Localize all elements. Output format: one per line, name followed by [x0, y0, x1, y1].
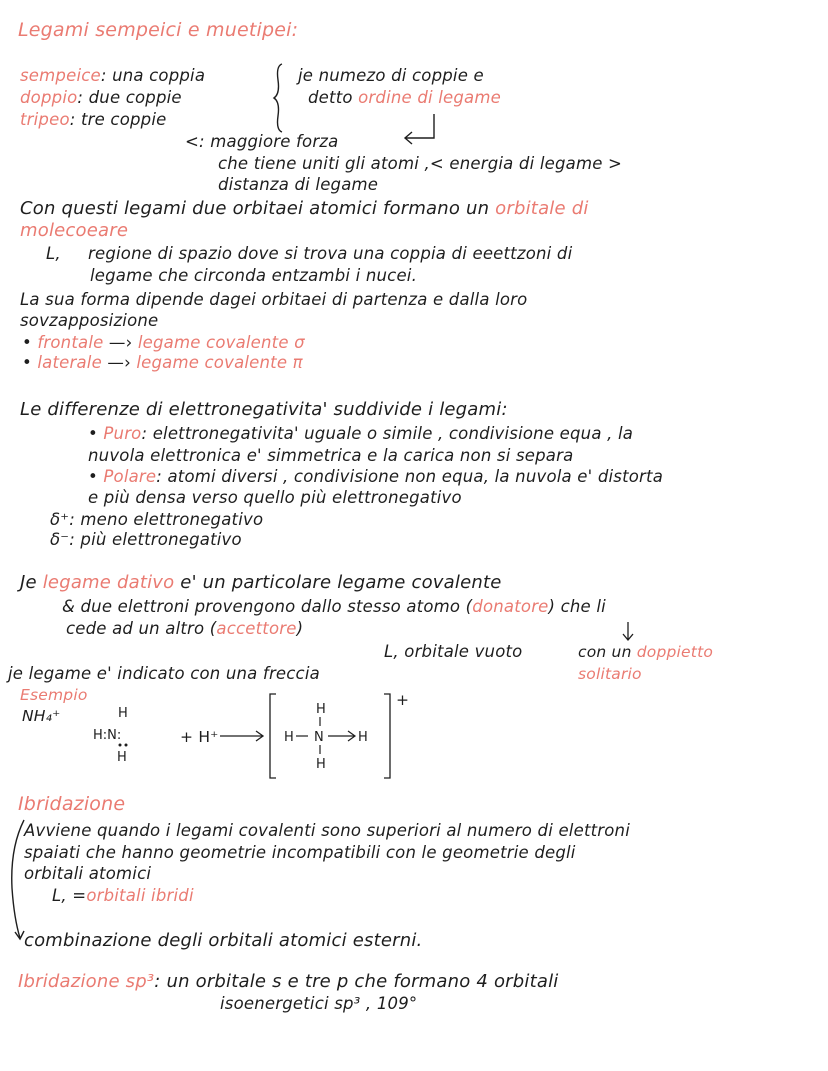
polar-text-1: : atomi diversi , condivisione non equa, la nuvola e' distorta	[156, 467, 664, 486]
hybrid-orbitals-line	[52, 886, 194, 906]
arrow-down-icon	[620, 621, 636, 643]
double-bond-text: : due coppie	[77, 88, 182, 107]
lone-pair-term-2: solitario	[578, 665, 642, 683]
ammonium-formula: NH₄⁺	[22, 707, 61, 725]
with-a-label: con un	[578, 643, 632, 661]
sp3-line-2: isoenergetici sp³ , 109°	[220, 994, 418, 1013]
double-bond-line	[20, 88, 182, 108]
molecular-orbital-intro	[20, 199, 589, 219]
region-line-1: regione di spazio dove si trova una coppia di eeettzoni di	[88, 244, 573, 263]
brace-text-2-label: detto	[308, 88, 353, 107]
section-title-bonds: Legami sempeici e muetipei:	[18, 19, 299, 41]
dative-bond-intro	[20, 573, 502, 593]
svg-text:N: N	[314, 730, 324, 745]
sp3-title: Ibridazione sp³	[18, 971, 155, 992]
delta-plus-line: δ⁺: meno elettronegativo	[50, 510, 264, 529]
mol-orbital-term-1: orbitale di	[495, 198, 589, 219]
donor-term: donatore	[472, 597, 549, 616]
dative-term: legame dativo	[42, 572, 175, 593]
arrow-notation-line: je legame e' indicato con una freccia	[8, 664, 320, 683]
bracket-charge: +	[396, 691, 410, 709]
svg-text:H: H	[316, 702, 326, 717]
curly-brace-icon	[272, 62, 292, 134]
dative-line-2-post: ) che li	[548, 597, 606, 616]
polar-term: Polare	[103, 467, 157, 486]
brace-text-1: je numezo di coppie e	[298, 66, 484, 85]
lone-pair-note-1	[578, 642, 713, 662]
acceptor-term: accettore	[216, 619, 297, 638]
svg-text:H:N:: H:N:	[93, 728, 122, 743]
bond-order-term: ordine di legame	[358, 88, 501, 107]
electronegativity-intro: Le differenze di elettronegativita' suddivide i legami:	[20, 399, 508, 420]
pure-term: Puro	[103, 424, 142, 443]
return-arrow-icon	[400, 112, 440, 148]
proton-plus: + H⁺	[180, 728, 219, 746]
brace-text-2	[308, 88, 501, 108]
svg-text:H: H	[284, 730, 294, 745]
dative-line-3-pre: cede ad un altro (	[66, 619, 217, 638]
bullet-icon: •	[88, 424, 98, 443]
single-bond-text: : una coppia	[100, 66, 206, 85]
pure-bond-line-2: nuvola elettronica e' simmetrica e la carica non si separa	[88, 446, 574, 465]
hybridization-text-3: orbitali atomici	[24, 864, 152, 883]
hybrid-orbitals-term: orbitali ibridi	[86, 886, 194, 905]
mol-orbital-text: Con questi legami due orbitaei atomici formano un	[20, 198, 490, 219]
shape-line-1: La sua forma dipende dagei orbitaei di partenza e dalla loro	[20, 290, 528, 309]
polar-bond-line-2: e più densa verso quello più elettronegativo	[88, 488, 462, 507]
triple-bond-line	[20, 110, 166, 130]
dative-line-3-post: )	[296, 619, 304, 638]
delta-minus-line: δ⁻: più elettronegativo	[50, 530, 242, 549]
region-line-2: legame che circonda entzambi i nucei.	[90, 266, 418, 285]
sp3-text-1: : un orbitale s e tre p che formano 4 orbitali	[154, 971, 559, 992]
dative-line-3	[66, 619, 303, 639]
lateral-overlap-item	[22, 353, 303, 373]
arrow-right-icon: —›	[107, 353, 131, 372]
bond-order-effect-1: <: maggiore forza	[185, 132, 339, 151]
lone-pair-term-1: doppietto	[636, 643, 714, 661]
shape-line-2: sovzapposizione	[20, 311, 159, 330]
hybrid-arrow: L, =	[52, 886, 87, 905]
lateral-result: legame covalente π	[136, 353, 303, 372]
bullet-icon: •	[88, 467, 98, 486]
polar-bond-line-1	[88, 467, 663, 487]
triple-bond-text: : tre coppie	[69, 110, 167, 129]
svg-text:H: H	[358, 730, 368, 745]
svg-text:H: H	[118, 706, 128, 721]
bullet-icon: •	[22, 333, 32, 352]
hybridization-text-2: spaiati che hanno geometrie incompatibili con le geometrie degli	[24, 843, 576, 862]
sp3-line-1	[18, 972, 559, 992]
pure-text-1: : elettronegativita' uguale o simile , condivisione equa , la	[141, 424, 634, 443]
frontal-term: frontale	[37, 333, 104, 352]
empty-orbital-note: L, orbitale vuoto	[384, 642, 523, 661]
dative-pre: Je	[20, 572, 37, 593]
hybridization-title: Ibridazione	[18, 793, 126, 815]
bond-order-effect-3: distanza di legame	[218, 175, 379, 194]
example-label: Esempio	[20, 686, 88, 704]
combination-line: combinazione degli orbitali atomici esterni.	[24, 930, 423, 951]
mol-orbital-term-2: molecoeare	[20, 220, 129, 241]
single-bond-term: sempeice	[20, 66, 101, 85]
dative-line-2	[62, 597, 606, 617]
arrow-right-icon: —›	[108, 333, 133, 352]
bond-order-effect-2: che tiene uniti gli atomi ,< energia di legame >	[218, 154, 623, 173]
dative-line-2-pre: & due elettroni provengono dallo stesso atomo (	[62, 597, 473, 616]
svg-text:H: H	[316, 757, 326, 772]
frontal-result: legame covalente σ	[137, 333, 305, 352]
bullet-icon: •	[22, 353, 32, 372]
dative-post: e' un particolare legame covalente	[180, 572, 502, 593]
frontal-overlap-item	[22, 333, 305, 353]
double-bond-term: doppio	[20, 88, 78, 107]
pure-bond-line-1	[88, 424, 633, 444]
single-bond-line	[20, 66, 205, 86]
svg-text:H: H	[117, 750, 127, 765]
triple-bond-term: tripeo	[20, 110, 70, 129]
region-arrow: L,	[46, 244, 61, 263]
hybridization-text-1: Avviene quando i legami covalenti sono superiori al numero di elettroni	[24, 821, 631, 840]
lateral-term: laterale	[37, 353, 102, 372]
